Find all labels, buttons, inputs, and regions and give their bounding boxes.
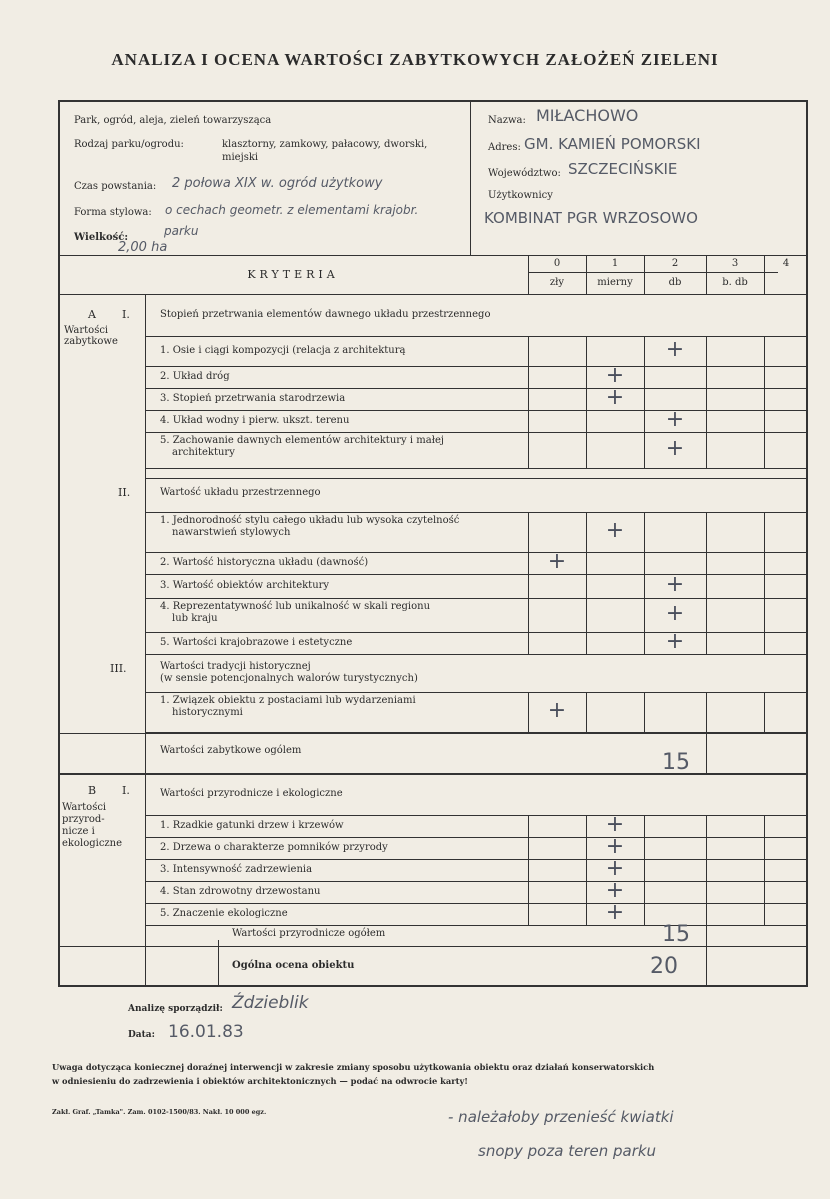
rating-mark: + (547, 698, 567, 723)
group-top-line (145, 478, 808, 479)
criterion-text: 5. Zachowanie dawnych elementów architektury i małej (160, 435, 444, 446)
criterion-text: 3. Wartość obiektów architektury (160, 580, 330, 591)
row-line (145, 598, 808, 599)
wielkosc-value: 2,00 ha (118, 240, 168, 255)
row-left-line (145, 336, 146, 366)
row-left-line (145, 837, 146, 859)
criterion-text-cont: historycznymi (172, 707, 243, 718)
criterion-text: 4. Układ wodny i pierw. ukszt. terenu (160, 415, 350, 426)
cell-line (764, 815, 765, 837)
group-b-title: Wartości przyrodnicze i ekologiczne (160, 788, 343, 799)
header-bottom-line (58, 255, 808, 256)
rating-mark: + (605, 812, 625, 837)
cell-line (706, 692, 707, 732)
a-total-top (58, 733, 808, 734)
group-2-title: Wartość układu przestrzennego (160, 487, 321, 498)
row-line (145, 881, 808, 882)
cell-line (644, 692, 645, 732)
row-left-line (145, 692, 146, 732)
b-total-bottom (58, 946, 808, 947)
cell-line (706, 859, 707, 881)
cell-line (528, 881, 529, 903)
cell-line (528, 837, 529, 859)
col-1-label: mierny (597, 277, 633, 288)
wielkosc-label: Wielkość: (74, 232, 129, 243)
data-value: 16.01.83 (168, 1022, 244, 1042)
row-left-line (145, 512, 146, 552)
col-0-label: zły (549, 277, 565, 288)
cell-line (586, 552, 587, 574)
col-3-label: b. db (722, 277, 748, 288)
criterion-text: 1. Jednorodność stylu całego układu lub wysoka czytelność (160, 515, 460, 526)
criterion-text: 4. Reprezentatywność lub unikalność w skali regionu (160, 601, 431, 612)
uzytkownicy-value: KOMBINAT PGR WRZOSOWO (484, 209, 698, 227)
overall-left-line (218, 940, 219, 987)
data-label: Data: (128, 1030, 155, 1040)
cell-line (706, 881, 707, 903)
col-line-2 (644, 255, 645, 294)
cell-line (528, 632, 529, 654)
cell-line (644, 815, 645, 837)
czas-value: 2 połowa XIX w. ogród użytkowy (172, 176, 383, 191)
b-total-label: Wartości przyrodnicze ogółem (232, 928, 386, 939)
adres-label: Adres: (488, 142, 521, 153)
col-2-label: db (668, 277, 682, 288)
cell-line (764, 574, 765, 598)
cell-line (706, 598, 707, 632)
cell-line (764, 432, 765, 468)
row-line (145, 837, 808, 838)
cell-line (644, 837, 645, 859)
col-line-1 (586, 255, 587, 294)
page-title: ANALIZA I OCENA WARTOŚCI ZABYTKOWYCH ZAŁOŻEŃ ZIELENI (111, 50, 719, 69)
header-divider (470, 100, 471, 255)
row-left-line (145, 366, 146, 388)
section-b-label-4: ekologiczne (62, 838, 123, 849)
note-line-1: Uwaga dotycząca koniecznej doraźnej interwencji w zakresie zmiany sposobu użytkowania obiektu oraz działań konserwatorskich (52, 1062, 655, 1072)
col-2-num: 2 (671, 258, 679, 269)
cell-line (528, 388, 529, 410)
cell-line (586, 632, 587, 654)
a-total-label: Wartości zabytkowe ogólem (160, 745, 302, 756)
col-4-num: 4 (782, 258, 790, 269)
col-3-num: 3 (731, 258, 739, 269)
row-left-line (145, 552, 146, 574)
row-left-line (145, 859, 146, 881)
cell-line (764, 388, 765, 410)
col-0-num: 0 (553, 258, 561, 269)
row-left-line (145, 388, 146, 410)
row-left-line (145, 574, 146, 598)
criterion-text: 2. Układ dróg (160, 371, 230, 382)
group-separator (145, 815, 808, 816)
section-b-label-2: przyrod- (62, 814, 105, 825)
uzytkownicy-label: Użytkownicy (488, 190, 553, 201)
a-total-value: 15 (662, 750, 690, 775)
group-separator (145, 336, 808, 337)
criterion-text-cont: architektury (172, 447, 235, 458)
cell-line (644, 512, 645, 552)
cell-line (764, 837, 765, 859)
rating-mark: + (547, 549, 567, 574)
cell-line (764, 336, 765, 366)
cell-line (764, 410, 765, 432)
park-type-label: Park, ogród, aleja, zieleń towarzysząca (74, 115, 272, 126)
cell-line (528, 366, 529, 388)
criterion-text-cont: nawarstwień stylowych (172, 527, 291, 538)
cell-line (528, 859, 529, 881)
row-left-line (145, 598, 146, 632)
row-left-line (145, 632, 146, 654)
section-b-label-3: nicze i (62, 826, 95, 837)
rating-mark: + (605, 856, 625, 881)
row-line (145, 410, 808, 411)
cell-line (644, 881, 645, 903)
criterion-text: 1. Związek obiektu z postaciami lub wydarzeniami (160, 695, 416, 706)
rodzaj-options-2: miejski (222, 152, 259, 163)
col-line-0 (528, 255, 529, 294)
col-line-3 (706, 255, 707, 294)
criterion-text: 2. Wartość historyczna układu (dawność) (160, 557, 369, 568)
cell-line (528, 815, 529, 837)
rodzaj-options: klasztorny, zamkowy, pałacowy, dworski, (222, 139, 428, 150)
cell-line (764, 366, 765, 388)
cell-line (706, 512, 707, 552)
rating-mark: + (665, 601, 685, 626)
criterion-text: 3. Stopień przetrwania starodrzewia (160, 393, 346, 404)
rating-mark: + (665, 572, 685, 597)
section-b-roman: I. (122, 784, 130, 797)
analize-label: Analizę sporządził: (128, 1004, 223, 1014)
cell-line (706, 552, 707, 574)
cell-line (706, 336, 707, 366)
cell-line (586, 432, 587, 468)
handwritten-note-2: snopy poza teren parku (478, 1142, 657, 1160)
row-left-line (145, 881, 146, 903)
cell-line (586, 410, 587, 432)
group-top-line (145, 654, 808, 655)
row-left-line (145, 410, 146, 432)
rating-mark: + (665, 436, 685, 461)
row-line (145, 574, 808, 575)
cell-line (706, 432, 707, 468)
rating-mark: + (605, 878, 625, 903)
rodzaj-label: Rodzaj parku/ogrodu: (74, 139, 184, 150)
group-separator (145, 692, 808, 693)
overall-value: 20 (650, 954, 678, 979)
cell-line (644, 859, 645, 881)
criterion-text: 4. Stan zdrowotny drzewostanu (160, 886, 321, 897)
row-line (145, 432, 808, 433)
col-line-4 (764, 255, 765, 294)
forma-label: Forma stylowa: (74, 207, 152, 218)
cell-line (528, 903, 529, 925)
rating-mark: + (665, 629, 685, 654)
cell-line (528, 410, 529, 432)
section-a-roman-3: III. (110, 662, 127, 675)
kryteria-header: KRYTERIA (247, 268, 339, 281)
row-line (145, 388, 808, 389)
cell-line (528, 336, 529, 366)
cell-line (764, 692, 765, 732)
cell-line (764, 512, 765, 552)
analize-value: Ździeblik (232, 993, 309, 1013)
rating-mark: + (605, 518, 625, 543)
rating-mark: + (605, 363, 625, 388)
b-items-bottom (145, 925, 808, 926)
cell-line (706, 632, 707, 654)
cell-line (586, 336, 587, 366)
section-a-label: Wartości zabytkowe (64, 325, 118, 347)
cell-line (764, 598, 765, 632)
group-separator (145, 512, 808, 513)
czas-label: Czas powstania: (74, 181, 157, 192)
cell-line (586, 598, 587, 632)
criterion-text: 1. Rzadkie gatunki drzew i krzewów (160, 820, 344, 831)
row-line (145, 859, 808, 860)
table-header-bottom (58, 294, 808, 295)
criterion-text: 1. Osie i ciągi kompozycji (relacja z architekturą (160, 345, 406, 356)
cell-line (528, 574, 529, 598)
rating-mark: + (605, 900, 625, 925)
cell-line (764, 552, 765, 574)
nazwa-value: MIŁACHOWO (536, 106, 639, 125)
row-line (145, 366, 808, 367)
a-total-right-line (706, 733, 707, 773)
rating-mark: + (605, 385, 625, 410)
cell-line (706, 366, 707, 388)
criterion-text: 5. Wartości krajobrazowe i estetyczne (160, 637, 353, 648)
group-3-title: Wartości tradycji historycznej (160, 661, 311, 672)
cell-line (586, 692, 587, 732)
section-a-roman-1: I. (122, 308, 130, 321)
group-1-title: Stopień przetrwania elementów dawnego układu przestrzennego (160, 309, 491, 320)
overall-right-line (706, 926, 707, 987)
row-line (145, 632, 808, 633)
rating-mark: + (665, 337, 685, 362)
criterion-text: 5. Znaczenie ekologiczne (160, 908, 288, 919)
row-line (145, 552, 808, 553)
cell-line (706, 388, 707, 410)
criterion-text: 3. Intensywność zadrzewienia (160, 864, 313, 875)
cell-line (644, 903, 645, 925)
overall-label: Ogólna ocena obiektu (232, 960, 355, 971)
wojewodztwo-label: Województwo: (488, 168, 561, 179)
col-1-num: 1 (611, 258, 619, 269)
cell-line (528, 432, 529, 468)
group-3-subtitle: (w sensie potencjonalnych walorów turystycznych) (160, 673, 418, 684)
rating-mark: + (665, 407, 685, 432)
col-header-line (528, 272, 778, 273)
criterion-text-cont: lub kraju (172, 613, 218, 624)
cell-line (764, 632, 765, 654)
section-b-letter: B (88, 784, 97, 797)
b-total-value: 15 (662, 922, 690, 947)
forma-value: o cechach geometr. z elementami krajobr. (165, 203, 419, 217)
row-line (145, 903, 808, 904)
handwritten-note-1: - należałoby przenieść kwiatki (448, 1108, 674, 1126)
adres-value: GM. KAMIEŃ POMORSKI (524, 135, 701, 153)
section-a-letter: A (88, 308, 96, 321)
section-a-roman-2: II. (118, 486, 131, 499)
rating-mark: + (605, 834, 625, 859)
row-left-line (145, 903, 146, 925)
cell-line (644, 552, 645, 574)
cell-line (764, 859, 765, 881)
row-left-line (145, 815, 146, 837)
criterion-text: 2. Drzewa o charakterze pomników przyrody (160, 842, 388, 853)
note-line-2: w odniesieniu do zadrzewienia i obiektów architektonicznych — podać na odwrocie karty! (52, 1076, 468, 1086)
cell-line (586, 574, 587, 598)
cell-line (644, 366, 645, 388)
section-b-label-1: Wartości (62, 802, 107, 813)
cell-line (528, 598, 529, 632)
cell-line (528, 512, 529, 552)
row-left-line (145, 432, 146, 468)
a-total-bottom (58, 773, 808, 775)
cell-line (706, 574, 707, 598)
cell-line (706, 410, 707, 432)
cell-line (706, 815, 707, 837)
wojewodztwo-value: SZCZECIŃSKIE (568, 160, 678, 178)
row-line (145, 468, 808, 469)
wielkosc-extra: parku (164, 224, 199, 238)
cell-line (706, 903, 707, 925)
nazwa-label: Nazwa: (488, 115, 526, 126)
cell-line (764, 881, 765, 903)
cell-line (764, 903, 765, 925)
cell-line (706, 837, 707, 859)
print-info: Zakł. Graf. „Tamka". Zam. 0102-1500/83. Nakł. 10 000 egz. (52, 1108, 267, 1116)
